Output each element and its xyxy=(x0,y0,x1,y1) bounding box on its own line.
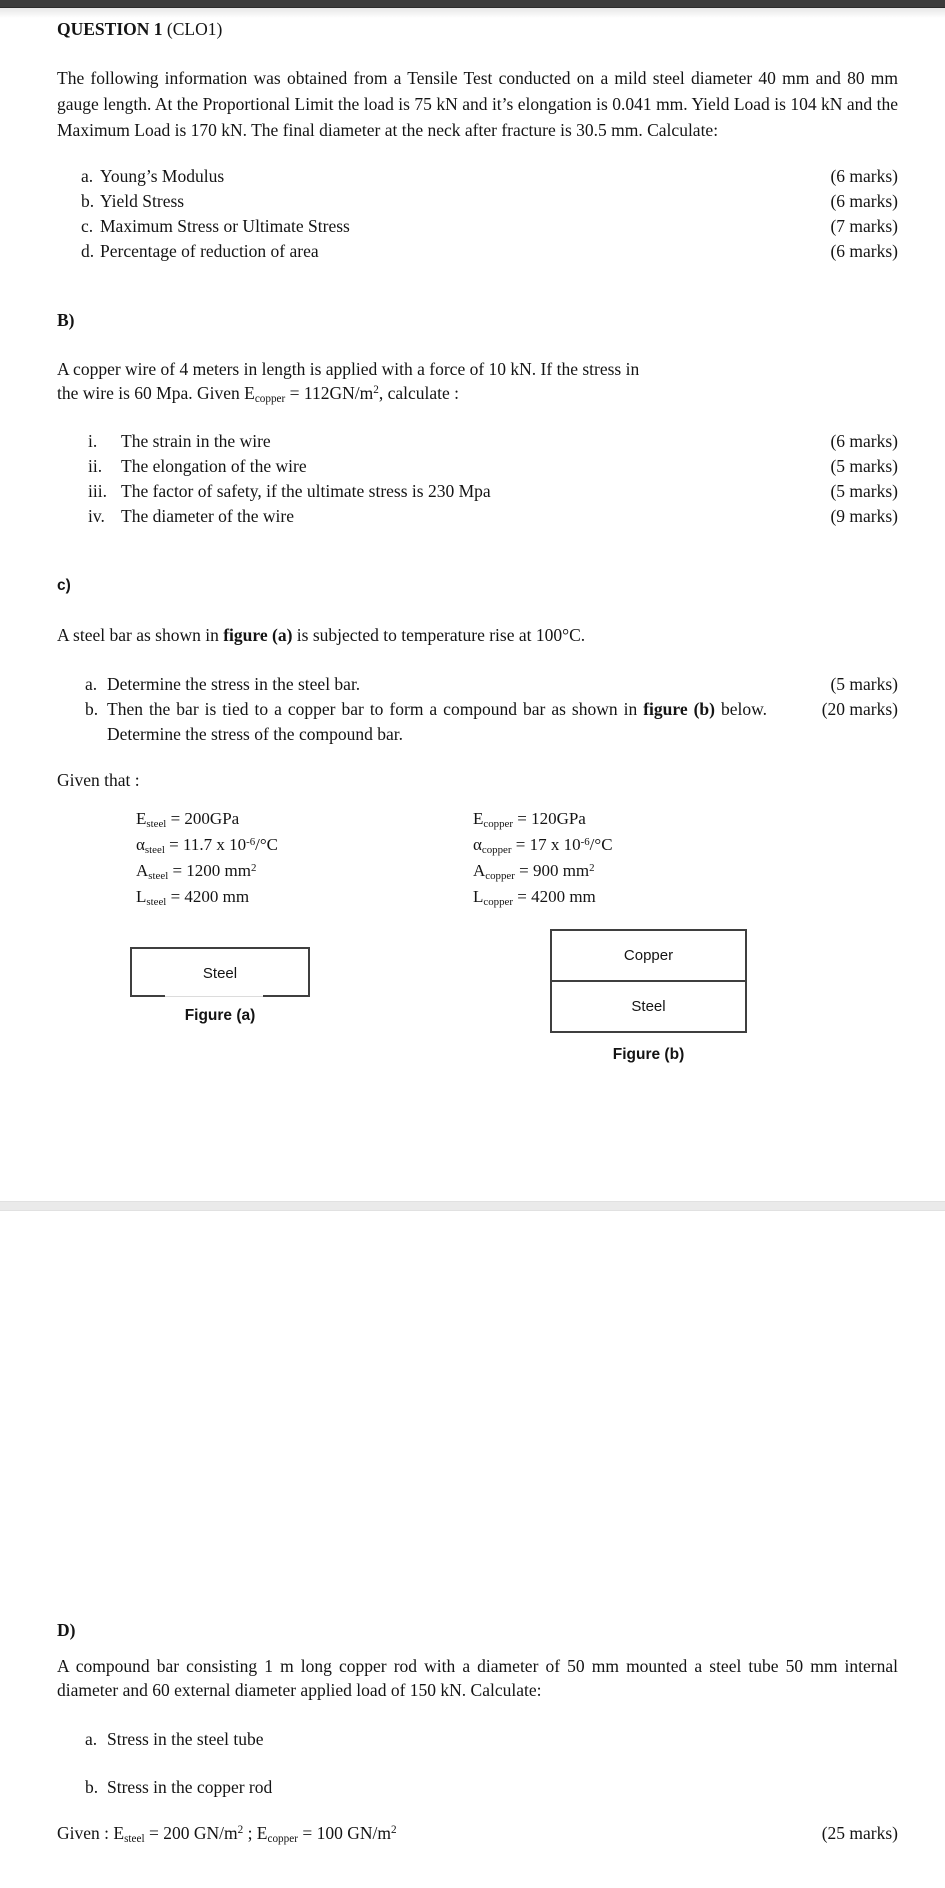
document-content xyxy=(0,18,945,1085)
figure-a-bar-label: Steel xyxy=(202,964,238,982)
superscript: 2 xyxy=(589,861,595,874)
value: = 120GPa xyxy=(512,809,586,828)
item-text: Yield Stress xyxy=(100,191,185,211)
document-content-page2 xyxy=(0,1619,945,1846)
support-segment-right xyxy=(263,995,310,997)
item-label: a. xyxy=(81,166,94,186)
list-item xyxy=(85,1775,898,1800)
symbol: α xyxy=(473,835,482,854)
item-label: iv. xyxy=(88,506,105,526)
text-segment: is subjected to temperature rise at 100°C. xyxy=(292,625,586,645)
given-copper-column xyxy=(473,806,613,910)
text-segment: , calculate : xyxy=(378,383,460,403)
section-b-label: B) xyxy=(57,310,75,330)
viewer-top-edge xyxy=(0,0,945,8)
subscript: copper xyxy=(485,870,515,883)
item-text: Stress in the steel tube xyxy=(107,1729,264,1749)
given-that-label: Given that : xyxy=(57,770,140,790)
item-text: Maximum Stress or Ultimate Stress xyxy=(100,216,350,236)
given-steel-column xyxy=(136,806,278,910)
given-line xyxy=(136,884,278,910)
figure-b-copper-cell xyxy=(552,931,745,982)
marks-label: (5 marks) xyxy=(830,481,898,501)
d-list xyxy=(57,1727,898,1800)
symbol: A xyxy=(136,861,149,880)
subscript: steel xyxy=(148,870,169,883)
subscript: copper xyxy=(254,393,286,406)
value: = 900 mm xyxy=(514,861,590,880)
paragraph-line: A copper wire of 4 meters in length is applied with a force of 10 kN. If the stress in xyxy=(57,359,640,379)
given-line xyxy=(473,884,613,910)
subscript: copper xyxy=(481,844,512,857)
list-item xyxy=(88,504,898,529)
given-values-block xyxy=(57,806,898,910)
given-line xyxy=(136,858,278,884)
marks-label: (6 marks) xyxy=(830,191,898,211)
subscript: steel xyxy=(146,818,167,831)
marks-label: (5 marks) xyxy=(830,674,898,694)
page-break-separator xyxy=(0,1201,945,1211)
symbol: L xyxy=(473,887,484,906)
item-text: The diameter of the wire xyxy=(121,506,294,526)
marks-label: (20 marks) xyxy=(821,699,898,719)
figure-b-caption: Figure (b) xyxy=(612,1046,685,1063)
item-label: b. xyxy=(85,699,99,719)
value: /°C xyxy=(589,835,613,854)
superscript: 2 xyxy=(390,1824,397,1837)
value: = 200GPa xyxy=(166,809,240,828)
item-label: i. xyxy=(88,431,98,451)
figure-a-caption: Figure (a) xyxy=(184,1007,256,1024)
given-line xyxy=(473,806,613,832)
value: = 4200 mm xyxy=(166,887,250,906)
list-item xyxy=(88,429,898,454)
symbol: E xyxy=(136,809,147,828)
bold-figure-ref: figure (b) xyxy=(643,699,715,719)
marks-label: (6 marks) xyxy=(830,241,898,261)
text-segment: A steel bar as shown in xyxy=(57,625,224,645)
marks-label: (9 marks) xyxy=(830,506,898,526)
superscript: -6 xyxy=(580,835,590,848)
given-line xyxy=(473,832,613,858)
figure-b xyxy=(550,929,747,1064)
subscript: steel xyxy=(146,896,167,909)
item-text: Stress in the copper rod xyxy=(107,1777,273,1797)
subscript: steel xyxy=(144,844,165,857)
section-b-paragraph xyxy=(57,357,898,405)
subscript: steel xyxy=(124,1833,145,1846)
figure-a xyxy=(130,947,310,1025)
intro-paragraph: The following information was obtained from a Tensile Test conducted on a mild steel diameter 40 mm and 80 mm gauge length. At the Proportional Limit the load is 75 kN and it’s elongation is 0.041 mm. Yield Load is 104 kN and the Maximum Load is 170 kN. The final diameter at the neck after fracture is 30.5 mm. Calculate: xyxy=(57,68,898,140)
value: = 1200 mm xyxy=(168,861,252,880)
text-segment: ; E xyxy=(243,1823,268,1843)
given-line xyxy=(136,832,278,858)
superscript: -6 xyxy=(246,835,256,848)
figure-b-compound-bar xyxy=(550,929,747,1033)
question-title xyxy=(57,18,898,40)
figures-region xyxy=(57,910,898,1085)
page-top-shadow xyxy=(0,8,945,18)
c-marks-list xyxy=(57,672,898,747)
item-text: Young’s Modulus xyxy=(100,166,225,186)
subscript: copper xyxy=(483,896,513,909)
d-given-line xyxy=(57,1820,898,1846)
figure-b-steel-label: Steel xyxy=(631,998,666,1015)
figure-b-copper-label: Copper xyxy=(623,947,674,964)
item-label: a. xyxy=(85,674,98,694)
list-item xyxy=(85,672,898,697)
value: /°C xyxy=(255,835,279,854)
marks-label: (25 marks) xyxy=(821,1823,898,1843)
list-item xyxy=(81,239,898,264)
value: = 11.7 x 10 xyxy=(164,835,247,854)
subscript: copper xyxy=(267,1833,298,1846)
d-given-text xyxy=(57,1820,397,1846)
text-segment: Then the bar is tied to a copper bar to form a compound bar as shown in xyxy=(107,699,644,719)
text-segment: the wire is 60 Mpa. Given E xyxy=(57,383,255,403)
item-label: ii. xyxy=(88,456,103,476)
list-item xyxy=(81,189,898,214)
text-segment: below. Determine the stress of the compound bar. xyxy=(107,699,767,744)
superscript: 2 xyxy=(373,384,379,397)
symbol: L xyxy=(136,887,147,906)
marks-label: (5 marks) xyxy=(830,456,898,476)
marks-label: (6 marks) xyxy=(830,166,898,186)
item-label: iii. xyxy=(88,481,107,501)
list-item xyxy=(81,214,898,239)
question-clo: (CLO1) xyxy=(162,19,223,39)
item-text: Percentage of reduction of area xyxy=(100,241,319,261)
item-label: b. xyxy=(81,191,95,211)
marks-label: (6 marks) xyxy=(830,431,898,451)
list-item xyxy=(88,479,898,504)
blank-space xyxy=(0,1211,945,1619)
bottom-faint-line xyxy=(165,996,263,997)
value: = 17 x 10 xyxy=(511,835,581,854)
text-segment: = 112GN/m xyxy=(285,383,374,403)
list-item xyxy=(88,454,898,479)
marks-label: (7 marks) xyxy=(830,216,898,236)
item-label: c. xyxy=(81,216,94,236)
text-segment: Given : E xyxy=(57,1823,125,1843)
list-item xyxy=(85,1727,898,1752)
symbol: E xyxy=(473,809,484,828)
item-text xyxy=(107,697,767,747)
figure-b-steel-cell xyxy=(552,982,745,1031)
superscript: 2 xyxy=(237,1824,244,1837)
item-text: Determine the stress in the steel bar. xyxy=(107,674,361,694)
item-label: d. xyxy=(81,241,95,261)
item-label: b. xyxy=(85,1777,99,1797)
item-label: a. xyxy=(85,1729,98,1749)
section-c-intro xyxy=(57,624,898,646)
item-text: The factor of safety, if the ultimate stress is 230 Mpa xyxy=(121,481,491,501)
section-d-label: D) xyxy=(57,1620,76,1640)
list-item xyxy=(85,697,898,747)
item-text: The elongation of the wire xyxy=(121,456,307,476)
b-marks-list xyxy=(57,429,898,529)
bold-figure-ref: figure (a) xyxy=(223,625,293,645)
item-text: The strain in the wire xyxy=(121,431,271,451)
superscript: 2 xyxy=(251,861,257,874)
paragraph-line xyxy=(57,381,898,405)
value: = 4200 mm xyxy=(512,887,596,906)
question-number: QUESTION 1 xyxy=(57,19,163,39)
support-segment-left xyxy=(130,995,165,997)
text-segment: = 200 GN/m xyxy=(144,1823,238,1843)
q1-marks-list xyxy=(57,164,898,264)
given-line xyxy=(473,858,613,884)
section-c-label: c) xyxy=(57,577,71,594)
section-d-paragraph: A compound bar consisting 1 m long copper rod with a diameter of 50 mm mounted a steel tube 50 mm internal diameter and 60 external diameter applied load of 150 kN. Calculate: xyxy=(57,1656,898,1700)
blank-space xyxy=(0,1085,945,1201)
symbol: A xyxy=(473,861,486,880)
list-item xyxy=(81,164,898,189)
given-line xyxy=(136,806,278,832)
subscript: copper xyxy=(483,818,513,831)
text-segment: = 100 GN/m xyxy=(297,1823,391,1843)
figure-a-steel-bar xyxy=(130,947,310,997)
symbol: α xyxy=(136,835,145,854)
